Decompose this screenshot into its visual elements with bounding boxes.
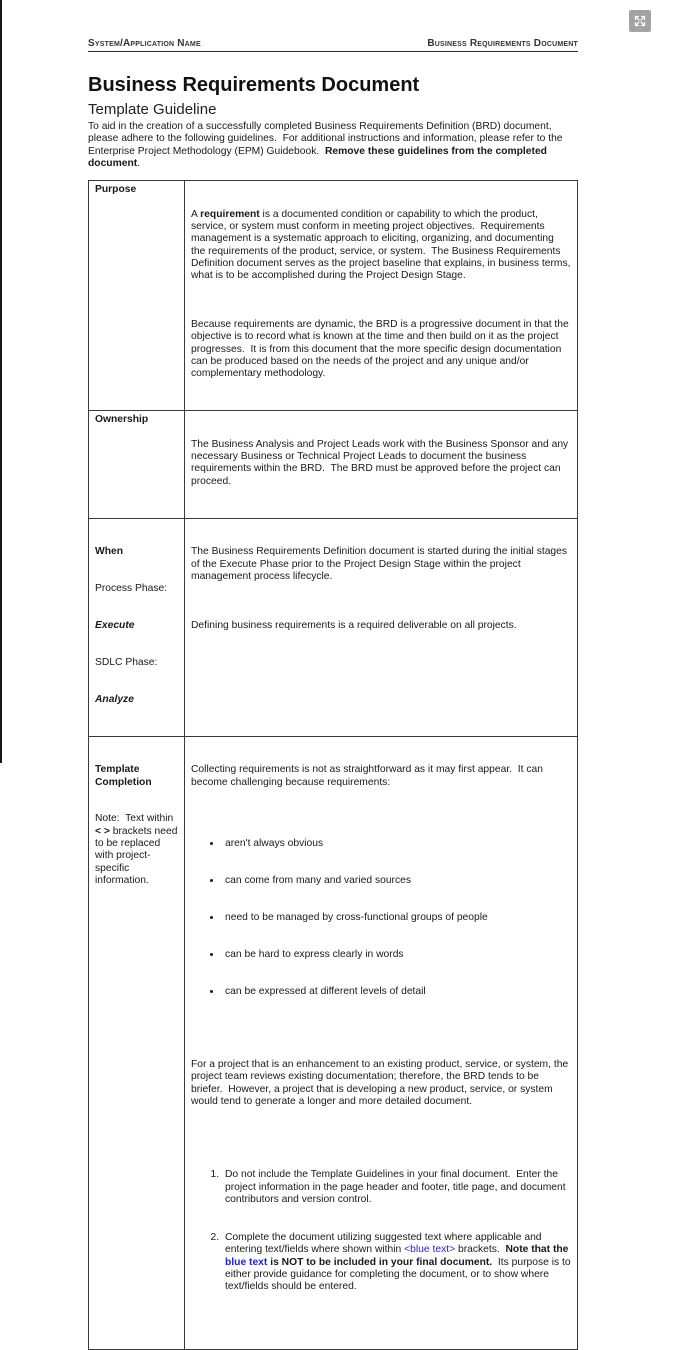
requirements-bullet-list	[191, 813, 571, 1022]
sdlc-phase-value: Analyze	[95, 693, 134, 705]
intro-period: .	[137, 157, 141, 169]
header-right-text: Business Requirements Document	[427, 38, 578, 49]
purpose-content-cell	[185, 181, 578, 411]
text-segment: Complete the document utilizing suggested text where applicable and entering text/fields where shown within	[225, 1231, 545, 1256]
text-segment: is a documented condition or capability to which the product, service, or system must conform in meeting project objectives. Requirements management is a systematic approach to eliciting, organizing, and documenting the requirements of the product, service, or system. The Business Requirements Definition document serves as the project baseline that explains, in business terms, what is to be accomplished during the Project Design Stage.	[191, 208, 574, 282]
template-completion-content-cell	[185, 736, 578, 1349]
template-completion-note	[95, 813, 181, 887]
instructions-numbered-list	[191, 1145, 574, 1319]
expand-arrows-glyph	[632, 13, 648, 29]
purpose-label-cell	[89, 181, 185, 411]
table-row-template-completion	[89, 736, 578, 1349]
bold-text-segment: < >	[95, 825, 110, 837]
numbered-item-2	[222, 1231, 574, 1293]
text-segment: A	[191, 208, 201, 220]
document-title: Business Requirements Document	[88, 74, 420, 96]
expand-icon[interactable]	[629, 10, 651, 32]
purpose-label: Purpose	[95, 184, 137, 196]
bullet-item: • need to be managed by cross-functional groups of people	[222, 912, 571, 924]
text-segment: Its purpose is to either provide guidance for completing the document, or to show where text/fields should be entered.	[225, 1256, 574, 1293]
when-content-cell	[185, 518, 578, 736]
ownership-label: Ownership	[95, 414, 149, 426]
when-paragraph-2: Defining business requirements is a required deliverable on all projects.	[191, 619, 517, 631]
header-left-text: System/Application Name	[88, 38, 201, 49]
text-segment: brackets need to be replaced with project-specific information.	[95, 825, 181, 886]
ownership-paragraph: The Business Analysis and Project Leads work with the Business Sponsor and any necessary Business or Technical Project Leads to document the business requirements within the BRD. The BRD must be approved before the project can proceed.	[191, 438, 572, 487]
document-subtitle: Template Guideline	[88, 101, 217, 118]
text-segment: brackets.	[455, 1244, 506, 1256]
ownership-label-cell	[89, 411, 185, 518]
document-page	[88, 0, 578, 1350]
guideline-table	[88, 180, 578, 1349]
when-label: When	[95, 546, 124, 558]
intro-text: To aid in the creation of a successfully completed Business Requirements Definition (BRD) document, please adhere to the following guidelines. For additional instructions and information, please refer to the Enterprise Project Methodology (EPM) Guidebook.	[88, 121, 566, 157]
scan-edge-line	[0, 0, 2, 763]
sdlc-phase-label: SDLC Phase:	[95, 656, 158, 668]
intro-bold-text: Remove these guidelines from the completed document	[88, 145, 550, 169]
page-running-header	[88, 0, 578, 52]
bullet-item: • can be hard to express clearly in words	[222, 949, 571, 961]
bold-text-segment: requirement	[200, 208, 260, 220]
process-phase-label: Process Phase:	[95, 583, 168, 595]
when-paragraph-1: The Business Requirements Definition document is started during the initial stages of the Execute Phase prior to the Project Design Stage within the project management process lifecycle.	[191, 546, 570, 582]
template-completion-label-cell	[89, 736, 185, 1349]
bold-text-segment: Note that the	[505, 1244, 572, 1256]
enhancement-paragraph: For a project that is an enhancement to an existing product, service, or system, the project team reviews existing documentation; therefore, the BRD tends to be briefer. However, a project that is developing a new product, service, or system would tend to generate a longer and more detailed document.	[191, 1059, 572, 1107]
process-phase-value: Execute	[95, 619, 135, 631]
bold-text-segment: is NOT to be included in your final document.	[267, 1256, 493, 1268]
bullet-item: • can come from many and varied sources	[222, 875, 571, 887]
purpose-paragraph-1	[191, 208, 574, 283]
table-row-when	[89, 518, 578, 736]
bold-blue-text-segment: blue text	[225, 1256, 268, 1268]
bullet-item: • can be expressed at different levels of detail	[222, 986, 571, 998]
when-label-cell	[89, 518, 185, 736]
text-segment: Note: Text within	[95, 813, 177, 825]
bullet-item: • aren't always obvious	[222, 838, 571, 850]
numbered-item-1: 1. Do not include the Template Guidelines in your final document. Enter the project information in the page header and footer, title page, and document contributors and version control.	[222, 1169, 571, 1206]
template-completion-label: Template Completion	[95, 764, 152, 788]
table-row-ownership	[89, 411, 578, 518]
purpose-paragraph-2: Because requirements are dynamic, the BRD is a progressive document in that the objective is to record what is known at the time and then build on it as the project progresses. It is from this document that the more specific design documentation can be produced based on the needs of the project and any unique and/or complementary methodology.	[191, 319, 572, 380]
collecting-paragraph: Collecting requirements is not as straightforward as it may first appear. It can become challenging because requirements:	[191, 764, 546, 788]
table-row-purpose	[89, 181, 578, 411]
intro-paragraph	[88, 121, 578, 170]
ownership-content-cell	[185, 411, 578, 518]
blue-text-segment: <blue text>	[404, 1244, 456, 1256]
